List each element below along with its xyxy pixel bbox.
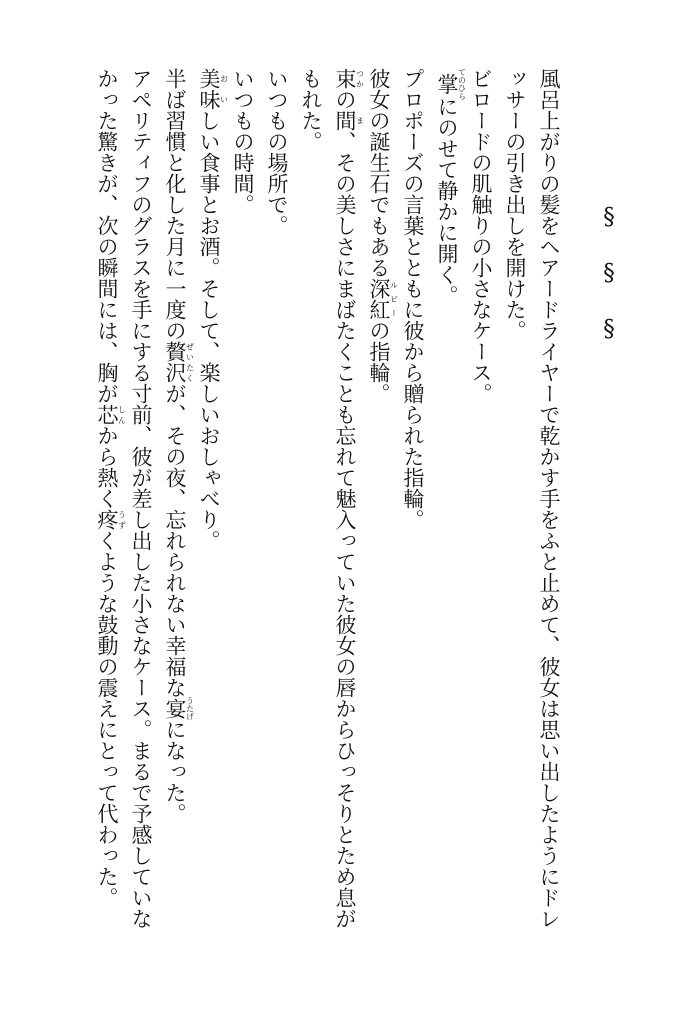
text-segment: しい食事とお酒。そして、楽しいおしゃべり。 — [197, 110, 221, 551]
ruby-base: 芯 — [95, 404, 119, 425]
ruby-reading: い — [219, 89, 229, 110]
ruby-reading: お — [219, 68, 229, 89]
ruby-base: 美 — [197, 68, 221, 89]
ruby-base: 味 — [197, 89, 221, 110]
text-line-13: アペリティフのグラスを手にする寸前、彼が差し出した小さなケース。まるで予感していな — [129, 68, 153, 929]
ruby-reading: うたげ — [185, 696, 195, 721]
text-line-12 — [158, 68, 194, 968]
text-segment: の — [333, 89, 357, 110]
text-line-9: いつもの場所で。 — [265, 68, 289, 236]
ruby-uzu — [95, 509, 127, 530]
ruby-base: 間 — [333, 110, 357, 131]
ruby-reading: しん — [117, 404, 127, 425]
text-segment: にのせて静かに開く。 — [435, 96, 459, 306]
ruby-reading: うず — [117, 509, 127, 530]
text-line-14 — [90, 68, 126, 968]
text-line-5: プロポーズの言葉とともに彼から贈られた指輪。 — [401, 68, 425, 530]
text-line-6 — [362, 68, 398, 968]
ruby-base: 深紅 — [367, 278, 391, 320]
ruby-zeitaku — [163, 341, 195, 383]
ruby-tenohira — [435, 68, 467, 100]
ruby-reading: つか — [355, 68, 365, 89]
text-line-7 — [328, 68, 364, 968]
ruby-reading: ま — [355, 110, 365, 131]
ruby-base: 掌 — [435, 68, 459, 100]
ruby-shin — [95, 404, 127, 425]
ruby-base: 束 — [333, 68, 357, 89]
text-line-3: ビロードの肌触りの小さなケース。 — [469, 68, 493, 404]
text-segment: かった驚きが、次の瞬間には、胸が — [95, 68, 119, 404]
ruby-o — [197, 68, 229, 89]
ruby-i — [197, 89, 229, 110]
text-segment: 半ば習慣と化した月に一度の — [163, 68, 187, 341]
text-segment: くような鼓動の震えにとって代わった。 — [95, 530, 119, 908]
ruby-base: 宴 — [163, 696, 187, 721]
text-segment: から熱く — [95, 425, 119, 509]
text-segment: の指輪。 — [367, 320, 391, 404]
ruby-tsuka — [333, 68, 365, 89]
ruby-reading: ルビー — [389, 278, 399, 320]
text-segment: が、その夜、忘れられない幸福な — [163, 383, 187, 698]
text-line-1: 風呂上がりの髪をヘアードライヤーで乾かす手をふと止めて、彼女は思い出したようにドレ — [537, 68, 561, 929]
ruby-ruby — [367, 278, 399, 320]
text-line-11 — [192, 68, 228, 968]
text-segment: 、その美しさにまばたくことも忘れて魅入っていた彼女の唇からひっそりとため息が — [333, 131, 357, 929]
text-line-4 — [430, 68, 466, 968]
text-line-2: ッサーの引き出しを開けた。 — [503, 68, 527, 341]
ruby-reading: てのひら — [457, 68, 467, 100]
text-segment: 彼女の誕生石でもある — [367, 68, 391, 278]
ruby-base: 疼 — [95, 509, 119, 530]
text-segment: になった。 — [163, 719, 187, 824]
text-line-10: いつもの時間。 — [231, 68, 255, 215]
text-line-8: もれた。 — [299, 68, 323, 152]
ruby-reading: ぜいたく — [185, 341, 195, 383]
section-divider: §§§ — [596, 204, 622, 372]
ruby-utage — [163, 696, 195, 721]
ruby-ma — [333, 110, 365, 131]
ruby-base: 贅沢 — [163, 341, 187, 383]
